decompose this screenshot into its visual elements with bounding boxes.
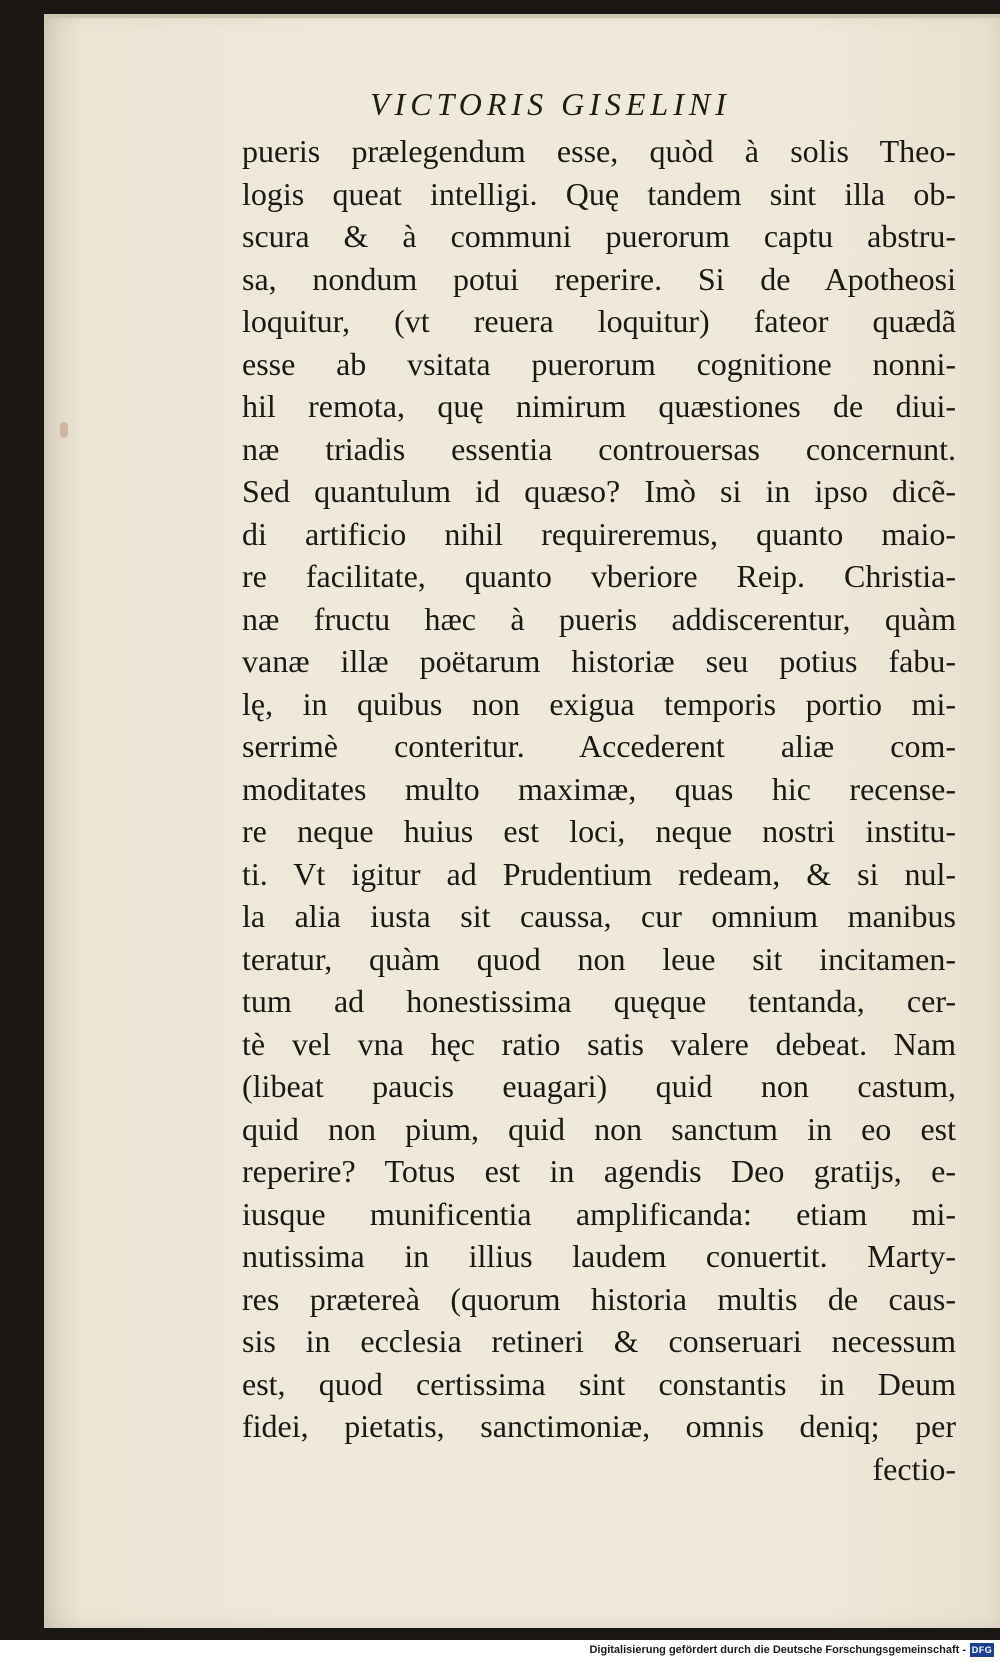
text-line: iusque munificentia amplificanda: etiam mi-: [242, 1195, 956, 1232]
text-line: (libeat paucis euagari) quid non castum,: [242, 1068, 956, 1104]
text-line: di artificio nihil requireremus, quanto maio-: [242, 515, 956, 552]
text-line: pueris prælegendum esse, quòd à solis Theo-: [242, 133, 956, 169]
text-line: fidei, pietatis, sanctimoniæ, omnis deniq; per: [242, 1408, 956, 1444]
text-line: nutissima in illius laudem conuertit. Marty-: [242, 1238, 956, 1274]
text-line: logis queat intelligi. Quę tandem sint illa ob-: [242, 175, 956, 212]
text-line: re neque huius est loci, neque nostri institu-: [242, 813, 956, 849]
text-line: quid non pium, quid non sanctum in eo est: [242, 1110, 956, 1147]
text-line: lę, in quibus non exigua temporis portio mi-: [242, 685, 956, 722]
text-line: vanæ illæ poëtarum historiæ seu potius fabu-: [242, 643, 956, 679]
text-line: la alia iusta sit caussa, cur omnium manibus: [242, 898, 956, 934]
text-line: serrimè conteritur. Accederent aliæ com-: [242, 728, 956, 764]
text-line: næ fructu hæc à pueris addiscerentur, quàm: [242, 600, 956, 637]
page-top-edge: [44, 14, 1000, 18]
text-line: reperire? Totus est in agendis Deo gratijs, e-: [242, 1153, 956, 1189]
text-line: ti. Vt igitur ad Prudentium redeam, & si nul-: [242, 855, 956, 892]
text-line: sa, nondum potui reperire. Si de Apotheosi: [242, 260, 956, 297]
text-line: scura & à communi puerorum captu abstru-: [242, 218, 956, 254]
text-line: Sed quantulum id quæso? Imò si in ipso dicẽ-: [242, 473, 956, 509]
funding-credit: Digitalisierung gefördert durch die Deutsche Forschungsgemeinschaft -: [589, 1644, 966, 1656]
dfg-logo-icon: DFG: [971, 1645, 993, 1655]
text-line: res prætereà (quorum historia multis de caus-: [242, 1280, 956, 1317]
page-stain: [60, 422, 68, 438]
catchword: fectio-: [872, 1450, 956, 1487]
text-line: est, quod certissima sint constantis in Deum: [242, 1365, 956, 1402]
text-line: esse ab vsitata puerorum cognitione nonni-: [242, 345, 956, 382]
text-line: tè vel vna hęc ratio satis valere debeat. Nam: [242, 1025, 956, 1062]
text-line: sis in ecclesia retineri & conseruari necessum: [242, 1323, 956, 1359]
text-line: re facilitate, quanto vberiore Reip. Christia-: [242, 558, 956, 594]
page-body-text: [242, 130, 956, 1490]
text-line: tum ad honestissima quęque tentanda, cer-: [242, 983, 956, 1019]
text-line: næ triadis essentia controuersas concernunt.: [242, 430, 956, 467]
text-line: moditates multo maximæ, quas hic recense-: [242, 770, 956, 807]
text-line: loquitur, (vt reuera loquitur) fateor quædã: [242, 303, 956, 339]
text-line: hil remota, quę nimirum quæstiones de diui-: [242, 388, 956, 424]
text-line: teratur, quàm quod non leue sit incitamen-: [242, 940, 956, 977]
running-head: VICTORIS GISELINI: [370, 86, 731, 122]
